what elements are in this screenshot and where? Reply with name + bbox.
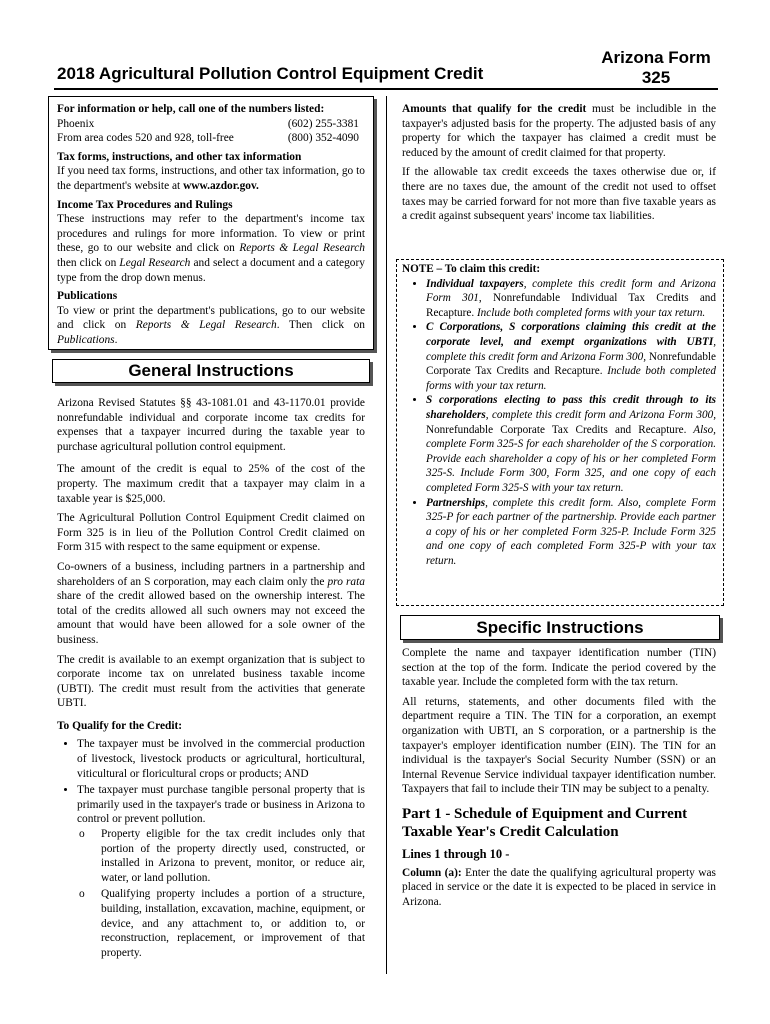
note-text: , Nonrefundable Individual Tax Credits and Recapture. [426, 292, 716, 319]
phone-label: Phoenix [57, 117, 95, 130]
list-item [426, 277, 716, 321]
bullet-marker: o [79, 828, 85, 841]
list-item [77, 783, 365, 960]
qualify-heading: To Qualify for the Credit: [57, 719, 183, 732]
publications-paragraph [57, 304, 365, 348]
note-section [402, 262, 716, 568]
specific-instructions-heading: Specific Instructions [400, 615, 720, 640]
general-p1: Arizona Revised Statutes §§ 43-1081.01 and 43-1170.01 provide nonrefundable individual and corporate income tax credits for expenses that a taxpayer incurred during the taxable year to purchase agricultural pollution control equipment. [57, 397, 365, 453]
sub-list-item-text: Property eligible for the tax credit includes only that portion of the property directly used, constructed, or installed in Arizona to prevent, monitor, or reduce air, water, or land pollution. [101, 828, 365, 884]
phone-row-phoenix [57, 117, 365, 132]
publications-text: . Then click on [276, 319, 366, 332]
sub-list [77, 827, 365, 960]
website-link[interactable]: www.azdor.gov. [183, 179, 259, 192]
note-text: , complete this credit form and [523, 277, 676, 290]
phone-number: (602) 255-3381 [287, 117, 359, 130]
general-p4-text: share of the credit allowed based on the ownership interest. The total of the credits allowed all such owners may not exceed the amount that would have been allowed for a sole owner of the business. [57, 590, 365, 646]
general-p5: The credit is available to an exempt organization that is subject to corporate income tax on unrelated business taxable income (UBTI). The credit must result from the activities that generate UBTI. [57, 653, 365, 710]
help-heading: For information or help, call one of the numbers listed: [57, 103, 325, 115]
note-lead: Partnerships [426, 496, 486, 509]
specific-section [402, 646, 716, 914]
general-p2: The amount of the credit is equal to 25% of the cost of the property. The maximum credit that a taxpayer may claim in a taxable year is $25,000. [57, 463, 365, 505]
column-divider [386, 96, 387, 974]
page-title: 2018 Agricultural Pollution Control Equipment Credit [57, 64, 484, 83]
note-text: Nonrefundable Corporate Tax Credits and Recapture. [426, 350, 716, 378]
list-item-text: The taxpayer must purchase tangible personal property that is primarily used in the taxpayer's trade or business in Arizona to control or prevent pollution. [77, 784, 365, 826]
qualify-list [57, 737, 365, 960]
note-text: Also, complete Form 325-S for each shareholder of the S corporation. Provide each shareholder a copy of his or her completed Form 325-S. Include Form 300, Form 325, and one copy of each completed Form 325-S with your tax return. [426, 423, 716, 494]
amounts-text: must be includible in the taxpayer's adjusted basis for the property. The adjusted basis of any property for which the taxpayer has claimed a credit must be reduced by the amount of credit claimed for that property. [402, 103, 716, 159]
reports-link[interactable]: Reports & Legal Research [239, 242, 365, 255]
form-number [598, 48, 714, 88]
note-text: , complete this credit form and Arizona Form 300, [426, 335, 716, 363]
note-text: , complete this credit form and Arizona Form 300, [485, 408, 716, 421]
note-list [402, 277, 716, 569]
publications-heading: Publications [57, 290, 118, 303]
forms-heading: Tax forms, instructions, and other tax information [57, 150, 302, 163]
amounts-p1 [402, 102, 716, 160]
procedures-text: These instructions may refer to the department's income tax procedures and rulings for more information. To view or print these, go to our website and click on [57, 213, 365, 255]
column-a-paragraph [402, 866, 716, 910]
note-text: Include both completed forms with your tax return. [476, 306, 706, 319]
general-p4 [57, 560, 365, 648]
procedures-text: and select a document and a category type from the drop down menus. [57, 256, 365, 284]
note-lead: C Corporations, S corporations claiming this credit at the corporate level, and exempt organizations with UBTI [426, 321, 716, 348]
amounts-p2: If the allowable tax credit exceeds the taxes otherwise due or, if there are no taxes due, the amount of the credit not used to offset taxes may be carried forward for not more than five taxable years as a credit against subsequent years' income tax liabilities. [402, 166, 716, 223]
column-a-text: Enter the date the qualifying agricultural property was placed in service or the date it is expected to be placed in service in Arizona. [402, 866, 716, 908]
publications-link[interactable]: Publications [57, 333, 115, 346]
general-p4-text: Co-owners of a business, including partners in a partnership and shareholders of an S corporation, may each claim only the [57, 560, 365, 588]
specific-p1: Complete the name and taxpayer identification number (TIN) section at the top of the form. Indicate the period covered by the taxable year. Include the completed form with the tax return. [402, 647, 716, 689]
info-section [57, 102, 365, 348]
phone-label: From area codes 520 and 928, toll-free [57, 132, 234, 145]
note-text: , complete this credit form. Also, complete Form 325-P for each partner of the partnership. Provide each partner a copy of his or her completed Form 325-P. Include Form 325 and one copy of each completed Form 325-P with your tax return. [426, 496, 716, 567]
amounts-section [402, 102, 716, 229]
form-label: Arizona Form [601, 48, 711, 67]
note-heading: NOTE – To claim this credit: [402, 263, 541, 275]
note-text: Include both completed forms with your tax return. [426, 365, 716, 392]
legal-research-link[interactable]: Legal Research [119, 256, 191, 269]
procedures-paragraph [57, 212, 365, 285]
list-item [426, 393, 716, 495]
procedures-text: then click on [57, 256, 117, 269]
forms-paragraph [57, 164, 365, 193]
general-p3: The Agricultural Pollution Control Equipment Credit claimed on Form 325 is in lieu of the Pollution Control Credit claimed on Form 315 with respect to the same equipment or expense. [57, 512, 365, 554]
procedures-heading: Income Tax Procedures and Rulings [57, 198, 233, 211]
publications-text: To view or print the department's publications, go to our website and click on [57, 304, 365, 332]
general-instructions-heading: General Instructions [52, 359, 370, 383]
note-text: Arizona Form 301 [426, 277, 716, 305]
forms-text: If you need tax forms, instructions, and other tax information, go to the department's website at [57, 165, 365, 192]
sub-list-item [79, 827, 365, 885]
phone-row-tollfree [57, 131, 365, 146]
sub-list-item [79, 887, 365, 960]
reports-link[interactable]: Reports & Legal Research [135, 319, 277, 332]
sub-list-item-text: Qualifying property includes a portion of a structure, building, installation, excavation, machine, equipment, or device, and any attachment to, or addition to, or reconstruction, replacement, or improvement of that property. [101, 888, 365, 959]
list-item [426, 496, 716, 569]
specific-p2: All returns, statements, and other documents filed with the department require a TIN. The TIN for a corporation, an exempt organization with UBTI, an S corporation, or a partnership is the taxpayer's employer identification number (EIN). The TIN for an individual is the taxpayer's Social Security Number (SSN) or an Internal Revenue Service individual taxpayer identification number. Taxpayers that fail to include their TIN may be subject to a penalty. [402, 695, 716, 796]
general-p4-italic: pro rata [327, 575, 365, 588]
bullet-marker: o [79, 888, 85, 901]
note-lead: S corporations electing to pass this credit through to its shareholders [426, 394, 716, 421]
list-item [426, 320, 716, 393]
amounts-lead: Amounts that qualify for the credit [402, 103, 587, 115]
column-a-lead: Column (a): [402, 866, 462, 879]
phone-number: (800) 352-4090 [287, 132, 359, 145]
general-section [57, 396, 365, 962]
part1-heading: Part 1 - Schedule of Equipment and Current Taxable Year's Credit Calculation [402, 805, 688, 840]
header-rule [54, 88, 718, 90]
form-id: 325 [641, 68, 671, 87]
publications-text: . [114, 333, 118, 346]
lines-heading: Lines 1 through 10 - [402, 846, 510, 861]
note-text: Nonrefundable Corporate Tax Credits and Recapture. [426, 423, 687, 436]
note-lead: Individual taxpayers [426, 277, 524, 290]
list-item: • The taxpayer must be involved in the commercial production of livestock, livestock products or agricultural, horticultural, viticultural or floricultural crops or products; AND [77, 737, 365, 781]
